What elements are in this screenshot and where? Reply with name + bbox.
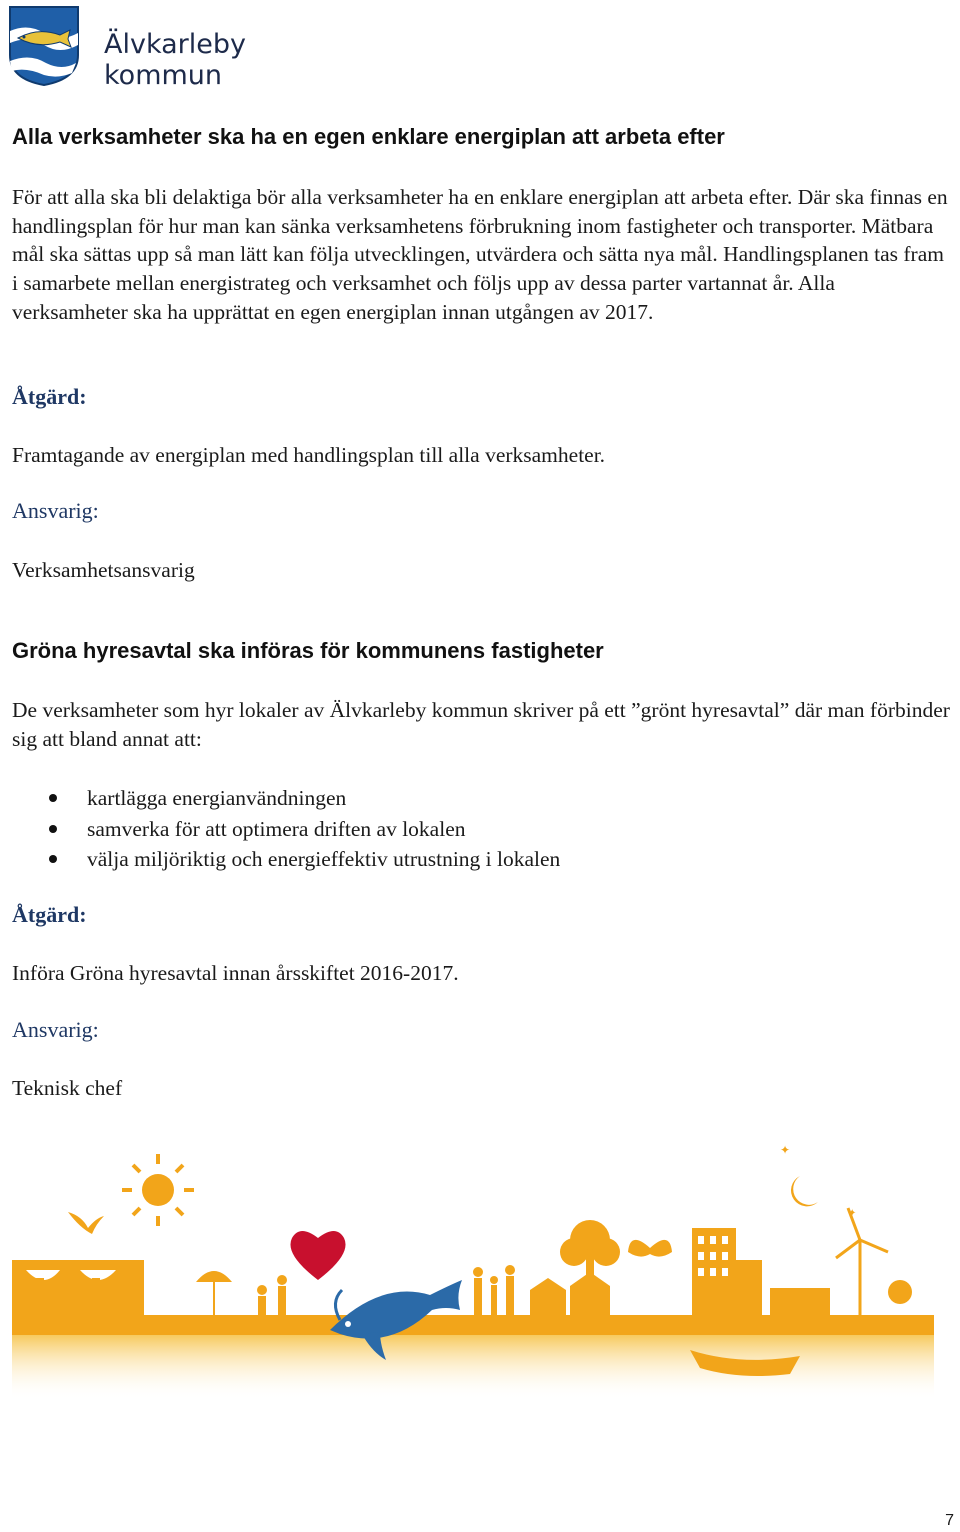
coat-of-arms-icon (8, 5, 80, 87)
wind-turbine-icon (836, 1208, 888, 1315)
svg-text:✦: ✦ (848, 1208, 857, 1219)
bird-icon (68, 1212, 104, 1234)
section2-bullet-list (0, 783, 560, 875)
page-number: 7 (945, 1512, 954, 1529)
section1-action-text: Framtagande av energiplan med handlingsplan till alla verksamheter. (12, 443, 606, 467)
bullet-icon (49, 855, 57, 863)
list-item-text: samverka för att optimera driften av lokalen (87, 816, 466, 841)
section2-action-text: Införa Gröna hyresavtal innan årsskiftet 2016-2017. (12, 961, 459, 985)
bridge-icon (12, 1260, 144, 1315)
section1-heading: Alla verksamheter ska ha en egen enklare energiplan att arbeta efter (12, 124, 725, 149)
bullet-icon (49, 794, 57, 802)
moon-icon (791, 1176, 818, 1206)
butterfly-icon (628, 1240, 672, 1257)
list-item-text: kartlägga energianvändningen (87, 786, 347, 810)
list-item (0, 844, 560, 875)
list-item (0, 814, 560, 845)
section1-action-label: Åtgärd: (12, 384, 87, 409)
section1-responsible-text: Verksamhetsansvarig (12, 558, 195, 582)
municipality-logo (8, 5, 258, 89)
section2-action-label: Åtgärd: (12, 902, 87, 927)
town-illustration (0, 1120, 960, 1410)
logo-line1: Älvkarleby (104, 29, 246, 60)
logo-line2: kommun (104, 60, 223, 91)
tree-icon (560, 1220, 620, 1280)
svg-text:✦: ✦ (780, 1143, 791, 1157)
logo-wordmark (104, 29, 246, 91)
bullet-icon (49, 825, 57, 833)
section1-responsible-label: Ansvarig: (12, 498, 99, 523)
sun-icon (122, 1154, 194, 1226)
section2-body: De verksamheter som hyr lokaler av Älvkarleby kommun skriver på ett ”grönt hyresavtal” där man förbinder sig att bland annat att: (12, 698, 950, 751)
list-item-text: välja miljöriktig och energieffektiv utrustning i lokalen (87, 847, 561, 871)
list-item (0, 783, 560, 814)
section2-responsible-text: Teknisk chef (12, 1076, 123, 1100)
section2-heading: Gröna hyresavtal ska införas för kommunens fastigheter (12, 638, 604, 663)
heart-icon (290, 1231, 345, 1280)
section2-responsible-label: Ansvarig: (12, 1017, 99, 1042)
section1-body: För att alla ska bli delaktiga bör alla verksamheter ha en enklare energiplan att arbeta efter. Där ska finnas en handlingsplan för hur man kan sänka verksamhetens förbrukning inom fastigheter och transporter. Mätbara mål ska sättas upp så man lätt kan följa utvecklingen, utvärdera och sätta nya mål. Handlingsplanen tas fram i samarbete mellan energistrateg och verksamhet och följs upp av dessa parter vartannat år. Alla verksamheter ska ha upprättat en egen energiplan innan utgången av 2017. (12, 185, 948, 324)
